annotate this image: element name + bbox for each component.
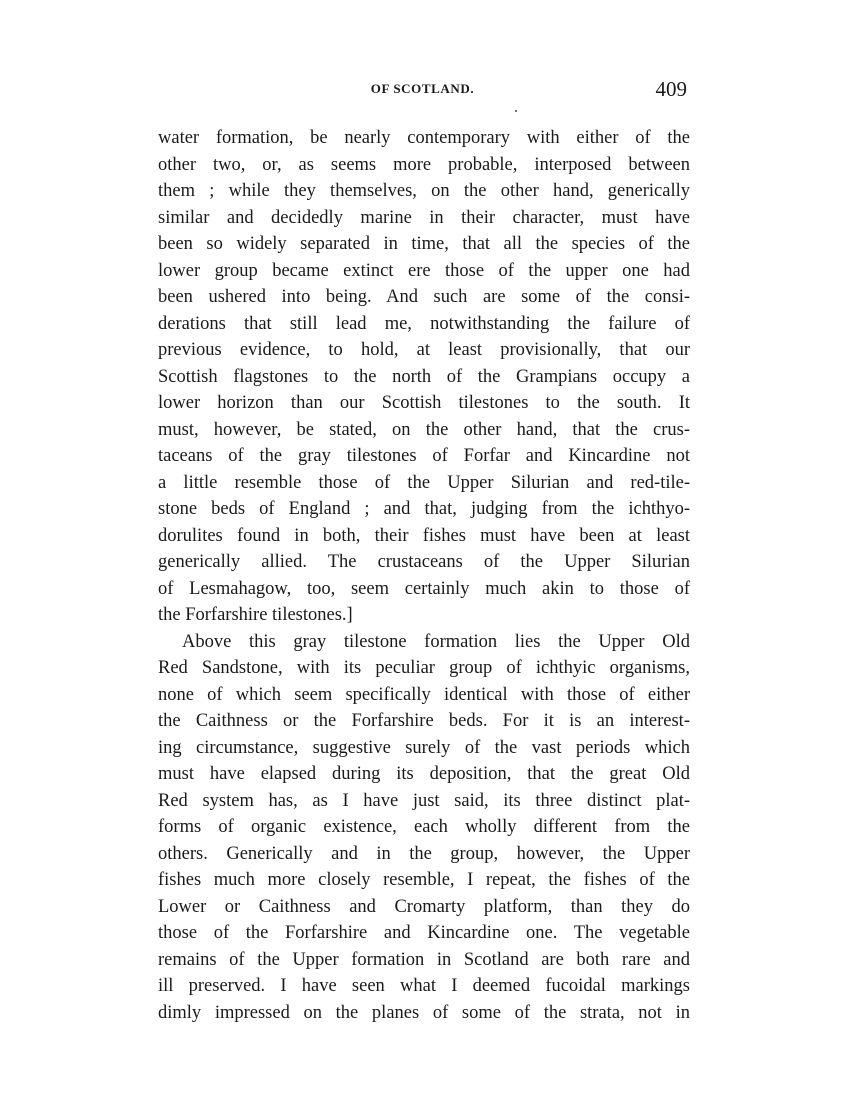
text-line: other two, or, as seems more probable, interposed between — [158, 154, 690, 175]
paragraph-start-line: Above this gray tilestone formation lies the Upper Old — [182, 631, 690, 652]
text-line: lower horizon than our Scottish tilestones to the south. It — [158, 393, 690, 413]
text-line: them ; while they themselves, on the other hand, generically — [158, 181, 690, 201]
text-line: Red system has, as I have just said, its three distinct plat- — [158, 790, 690, 811]
running-header — [150, 77, 695, 104]
text-line: derations that still lead me, notwithstanding the failure of — [158, 313, 690, 334]
text-line: been ushered into being. And such are some of the consi- — [158, 287, 690, 307]
running-title: OF SCOTLAND. — [370, 81, 475, 96]
ink-speck — [515, 110, 517, 112]
text-line: water formation, be nearly contemporary with either of the — [158, 128, 690, 148]
body-text — [158, 125, 690, 1026]
text-line: a little resemble those of the Upper Silurian and red-tile- — [158, 472, 690, 493]
text-line: dorulites found in both, their fishes must have been at least — [158, 525, 690, 546]
text-line: taceans of the gray tilestones of Forfar and Kincardine not — [158, 446, 690, 466]
text-line: forms of organic existence, each wholly different from the — [158, 817, 690, 837]
text-line: none of which seem specifically identical with those of either — [158, 684, 690, 705]
text-line: dimly impressed on the planes of some of the strata, not in — [158, 1002, 690, 1023]
text-line: previous evidence, to hold, at least provisionally, that our — [158, 340, 690, 360]
text-line: Red Sandstone, with its peculiar group of ichthyic organisms, — [158, 658, 690, 678]
text-line: fishes much more closely resemble, I repeat, the fishes of the — [158, 870, 690, 890]
text-line: those of the Forfarshire and Kincardine one. The vegetable — [158, 923, 690, 943]
text-line: Scottish flagstones to the north of the Grampians occupy a — [158, 366, 690, 387]
text-line: others. Generically and in the group, however, the Upper — [158, 843, 690, 864]
paragraph-end-line: the Forfarshire tilestones.] — [158, 605, 353, 625]
text-line: similar and decidedly marine in their character, must have — [158, 207, 690, 228]
text-line: Lower or Caithness and Cromarty platform, than they do — [158, 896, 690, 917]
text-line: must, however, be stated, on the other hand, that the crus- — [158, 419, 690, 440]
text-line: remains of the Upper formation in Scotland are both rare and — [158, 949, 690, 970]
text-line: been so widely separated in time, that all the species of the — [158, 234, 690, 254]
text-line: of Lesmahagow, too, seem certainly much akin to those of — [158, 578, 690, 599]
text-line: generically allied. The crustaceans of the Upper Silurian — [158, 552, 690, 572]
text-line: stone beds of England ; and that, judging from the ichthyo- — [158, 499, 690, 519]
text-line: ill preserved. I have seen what I deemed fucoidal markings — [158, 976, 690, 996]
page-number: 409 — [655, 77, 687, 101]
text-line: lower group became extinct ere those of the upper one had — [158, 260, 690, 281]
text-line: the Caithness or the Forfarshire beds. For it is an interest- — [158, 711, 690, 731]
text-line: must have elapsed during its deposition, that the great Old — [158, 764, 690, 784]
text-line: ing circumstance, suggestive surely of the vast periods which — [158, 737, 690, 758]
